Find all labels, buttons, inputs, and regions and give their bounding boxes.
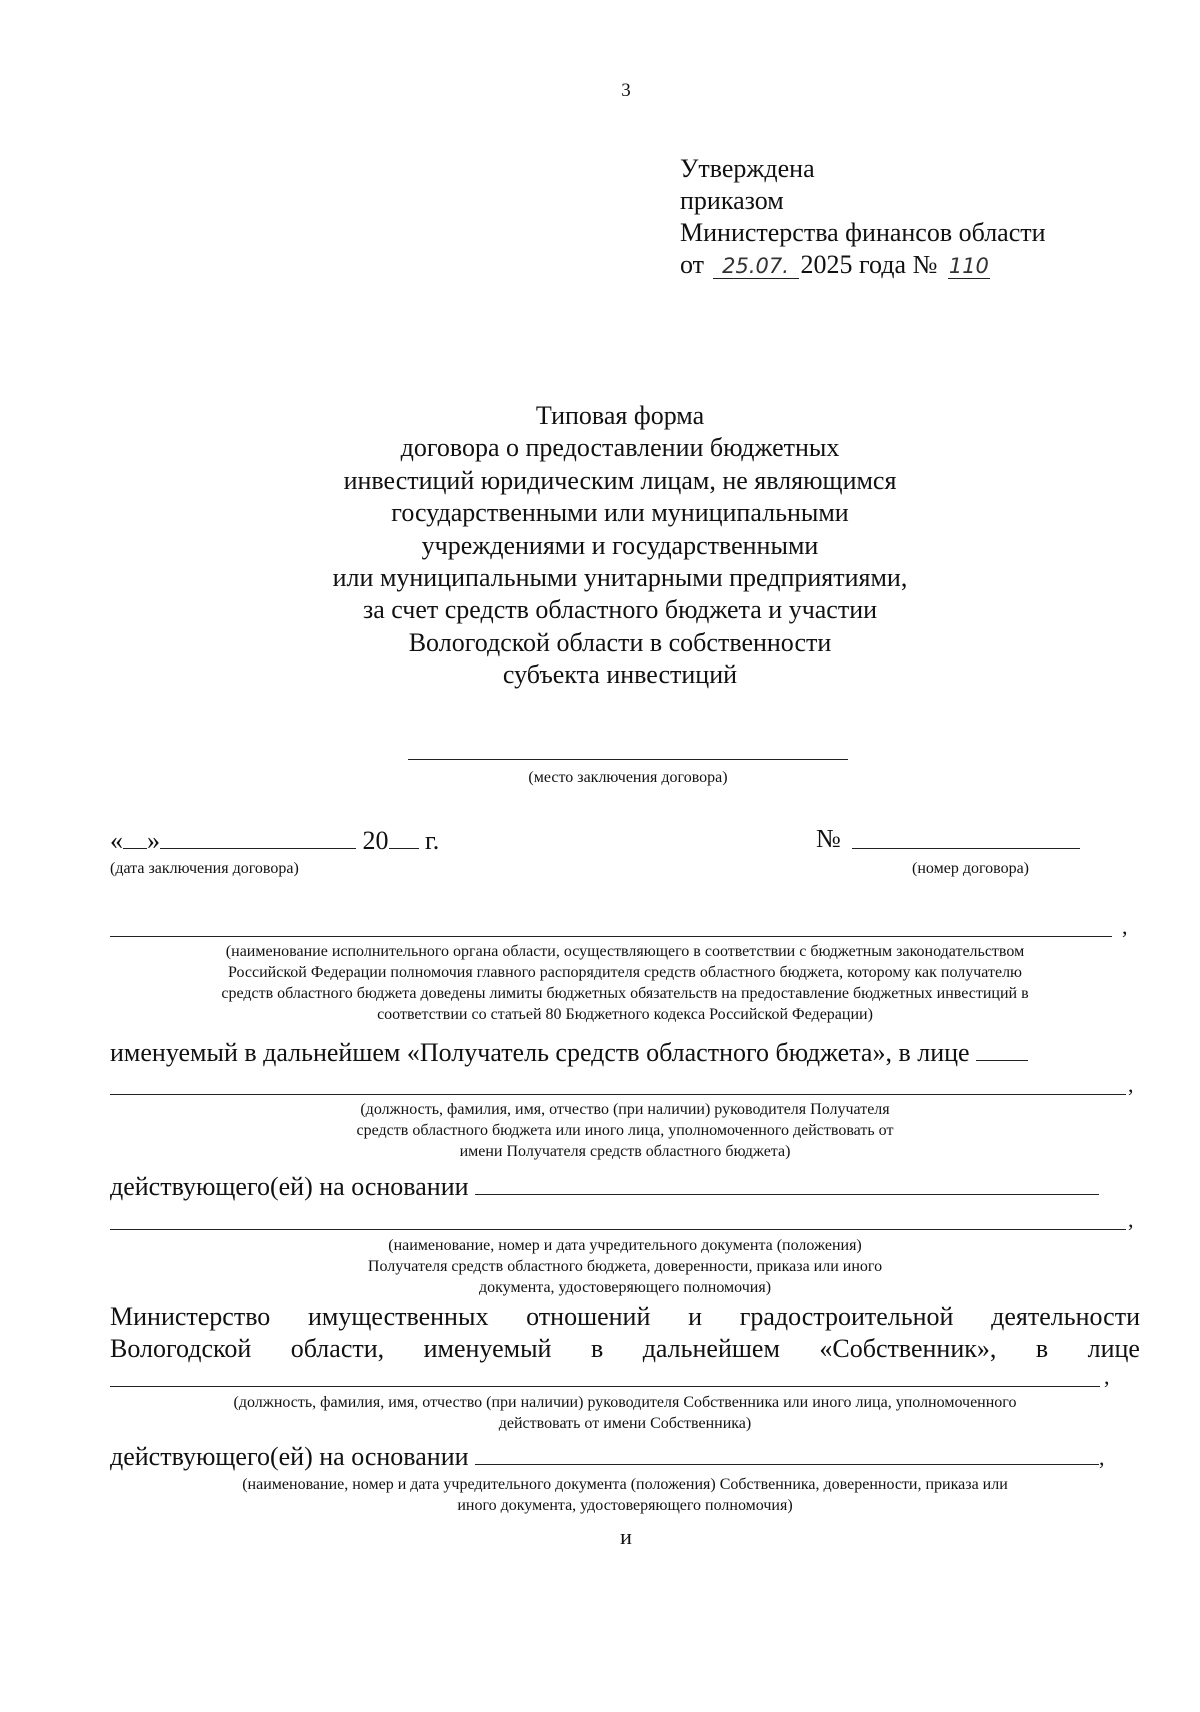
approval-line-2: приказом <box>680 186 784 215</box>
owner-acting-line <box>110 1441 1105 1474</box>
caption-line: (наименование, номер и дата учредительного документа (положения) Собственника, доверенности, приказа или <box>242 1476 1008 1493</box>
owner-head-caption <box>110 1392 1140 1434</box>
approval-date-line <box>680 249 1046 281</box>
recipient-head-caption <box>110 1099 1140 1162</box>
recipient-acting-line <box>110 1171 1099 1203</box>
recipient-named-text: именуемый в дальнейшем «Получатель средств областного бюджета», в лице <box>110 1038 970 1067</box>
handwritten-order-number: 110 <box>948 254 989 278</box>
owner-word: Вологодской <box>110 1334 252 1363</box>
comma: , <box>1122 914 1128 939</box>
approval-line-1: Утверждена <box>680 154 815 183</box>
owner-doc-caption <box>110 1474 1140 1516</box>
owner-word: Министерство <box>110 1302 271 1331</box>
caption-line: Получателя средств областного бюджета, доверенности, приказа или иного <box>367 1258 883 1275</box>
title-line: Типовая форма <box>535 401 705 430</box>
contract-number-blank[interactable] <box>852 848 1080 849</box>
approval-year-text: 2025 года № <box>800 250 938 279</box>
comma: , <box>1104 1364 1110 1389</box>
title-line: инвестиций юридическим лицам, не являющимся <box>343 465 897 495</box>
number-caption: (номер договора) <box>912 860 1029 877</box>
recipient-named-line <box>110 1037 1028 1069</box>
approval-block <box>680 153 1046 281</box>
caption-line: (наименование исполнительного органа области, осуществляющего в соответствии с бюджетным законодательством <box>225 943 1025 960</box>
date-row <box>110 825 439 857</box>
caption-line: действовать от имени Собственника) <box>498 1415 752 1432</box>
comma: , <box>1128 1207 1134 1232</box>
month-blank[interactable] <box>160 826 356 849</box>
owner-word: в <box>1035 1334 1049 1363</box>
caption-line: документа, удостоверяющего полномочия) <box>478 1279 772 1296</box>
recipient-caption <box>110 941 1140 1025</box>
title-line: субъекта инвестиций <box>502 660 738 690</box>
recipient-head-blank[interactable] <box>110 1094 1126 1095</box>
conjunction-and: и <box>620 1524 632 1549</box>
owner-word: области, <box>290 1334 385 1363</box>
recipient-basis-blank[interactable] <box>475 1172 1099 1195</box>
caption-line: (должность, фамилия, имя, отчество (при наличии) руководителя Получателя <box>360 1101 890 1118</box>
title-line: договора о предоставлении бюджетных <box>400 433 840 463</box>
owner-word: лице <box>1087 1334 1140 1363</box>
recipient-doc-blank[interactable] <box>110 1229 1126 1230</box>
year-blank[interactable] <box>389 826 419 849</box>
year-suffix: г. <box>425 826 440 855</box>
owner-word: дальнейшем <box>642 1334 780 1363</box>
caption-line: (должность, фамилия, имя, отчество (при наличии) руководителя Собственника или иного лица, уполномоченного <box>233 1394 1017 1411</box>
title-line: или муниципальными унитарными предприятиями, <box>332 563 908 593</box>
title-line: за счет средств областного бюджета и участии <box>362 595 878 625</box>
owner-word: деятельности <box>991 1302 1140 1331</box>
caption-line: средств областного бюджета или иного лица, уполномоченного действовать от <box>356 1122 894 1139</box>
comma: , <box>1099 1445 1105 1470</box>
owner-word: градостроительной <box>739 1302 954 1331</box>
owner-basis-blank[interactable] <box>475 1442 1099 1465</box>
acting-basis-text: действующего(ей) на основании <box>110 1442 469 1471</box>
caption-line: имени Получателя средств областного бюджета) <box>459 1143 791 1160</box>
day-blank[interactable] <box>123 826 147 849</box>
owner-word: имущественных <box>308 1302 489 1331</box>
approval-line-3: Министерства финансов области <box>680 218 1046 247</box>
form-title <box>260 400 980 692</box>
date-caption: (дата заключения договора) <box>110 860 299 877</box>
recipient-doc-caption <box>110 1235 1140 1298</box>
owner-word: отношений <box>526 1302 651 1331</box>
page-number: 3 <box>621 80 631 101</box>
owner-head-blank[interactable] <box>110 1386 1100 1387</box>
owner-word: «Собственник», <box>819 1334 997 1363</box>
title-line: учреждениями и государственными <box>421 530 819 560</box>
recipient-name-blank[interactable] <box>110 936 1112 937</box>
year-prefix: 20 <box>362 826 389 855</box>
acting-basis-text: действующего(ей) на основании <box>110 1172 469 1201</box>
caption-line: средств областного бюджета доведены лимиты бюджетных обязательств на предоставление бюджетных инвестиций в <box>221 985 1029 1002</box>
owner-word: именуемый <box>423 1334 552 1363</box>
place-blank[interactable] <box>408 759 848 760</box>
number-sign: № <box>816 824 841 853</box>
approval-date-prefix: от <box>680 250 705 279</box>
title-line: Вологодской области в собственности <box>408 627 832 657</box>
comma: , <box>1128 1072 1134 1097</box>
owner-word: и <box>688 1302 702 1331</box>
owner-word: в <box>590 1334 604 1363</box>
caption-line: (наименование, номер и дата учредительного документа (положения) <box>388 1237 862 1254</box>
place-caption: (место заключения договора) <box>528 769 728 786</box>
caption-line: Российской Федерации полномочия главного распорядителя средств областного бюджета, которому как получателю <box>227 964 1022 981</box>
owner-line-1 <box>110 1301 1140 1333</box>
recipient-head-blank-start[interactable] <box>976 1038 1028 1061</box>
caption-line: иного документа, удостоверяющего полномочия) <box>457 1497 793 1514</box>
date-quote-close: » <box>147 826 160 855</box>
title-line: государственными или муниципальными <box>391 498 849 528</box>
owner-line-2 <box>110 1333 1140 1365</box>
handwritten-date: 25.07. <box>713 254 799 279</box>
date-quote-open: « <box>110 826 123 855</box>
caption-line: соответствии со статьей 80 Бюджетного кодекса Российской Федерации) <box>377 1006 873 1023</box>
